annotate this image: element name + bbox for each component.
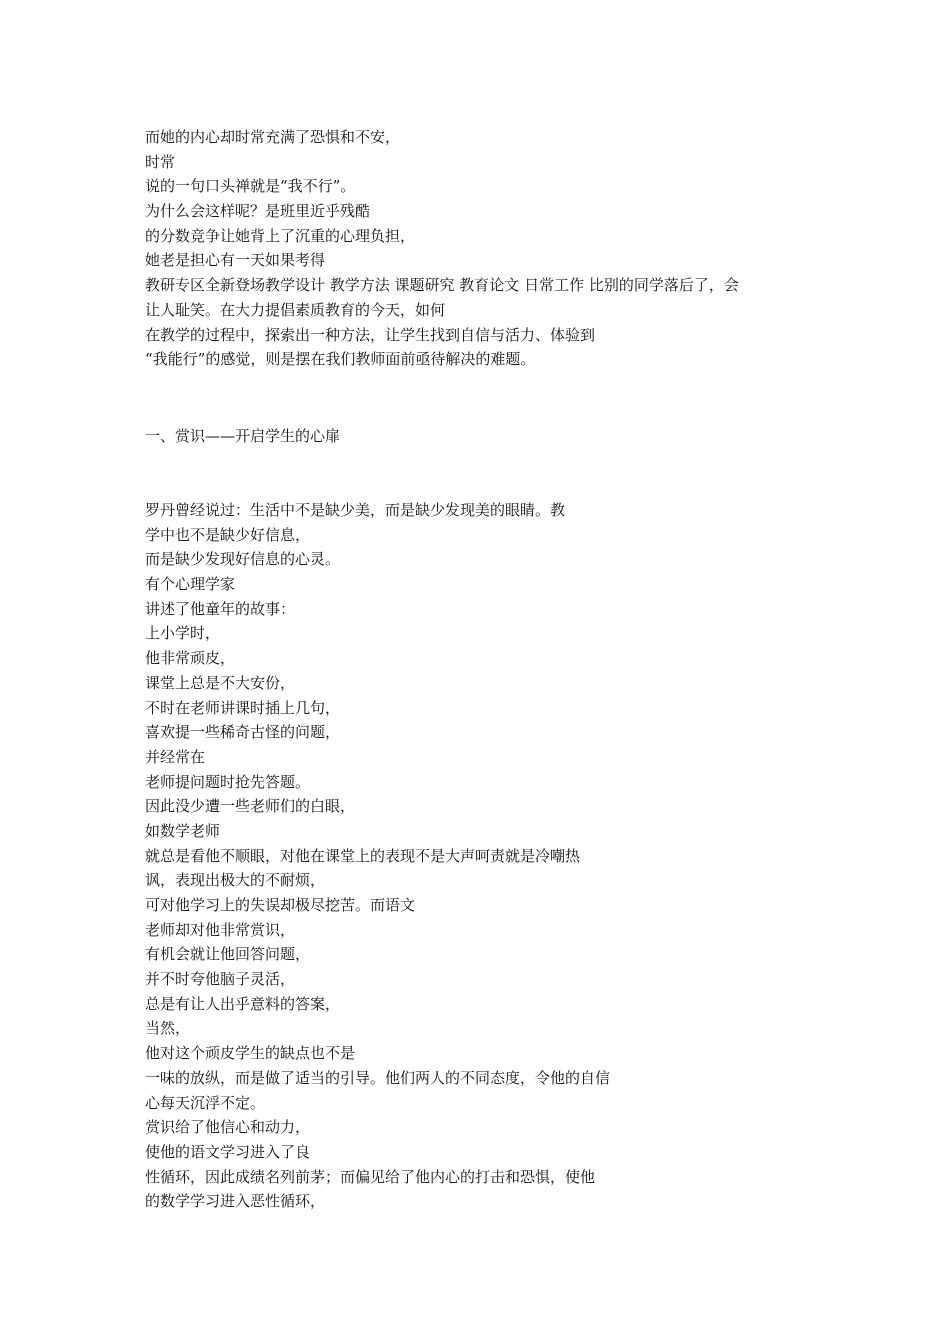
- text-line: 如数学老师: [145, 821, 221, 840]
- text-line: 的数学学习进入恶性循环，: [145, 1192, 326, 1211]
- text-line: 为什么会这样呢？是班里近乎残酷: [145, 202, 371, 221]
- text-line: 并经常在: [145, 747, 206, 766]
- intro-paragraph: [145, 125, 815, 372]
- text-line: 在教学的过程中，探索出一种方法，让学生找到自信与活力、体验到: [145, 325, 596, 344]
- text-line: 并不时夸他脑子灵活，: [145, 970, 296, 989]
- text-line: 一味的放纵，而是做了适当的引导。他们两人的不同态度，令他的自信: [145, 1068, 611, 1087]
- text-line: 有个心理学家: [145, 575, 236, 594]
- text-line: 讽，表现出极大的不耐烦，: [145, 871, 326, 890]
- text-line: 罗丹曾经说过：生活中不是缺少美，而是缺少发现美的眼睛。教: [145, 501, 566, 519]
- text-line: 他非常顽皮，: [145, 649, 236, 668]
- text-line: 心每天沉浮不定。: [145, 1093, 266, 1112]
- text-line: 而是缺少发现好信息的心灵。: [145, 550, 341, 569]
- text-line: 学中也不是缺少好信息，: [145, 525, 311, 544]
- text-line: 老师却对他非常赏识，: [145, 920, 296, 939]
- text-line: 她老是担心有一天如果考得: [145, 251, 326, 270]
- text-line: 时常: [145, 152, 176, 171]
- text-line: 教研专区全新登场教学设计 教学方法 课题研究 教育论文 日常工作 比别的同学落后了，会: [145, 276, 739, 295]
- text-line: 的分数竞争让她背上了沉重的心理负担，: [145, 226, 416, 245]
- text-line: 性循环，因此成绩名列前茅；而偏见给了他内心的打击和恐惧，使他: [145, 1167, 596, 1186]
- text-line: 说的一句口头禅就是“我不行”。: [145, 177, 356, 196]
- text-line: 使他的语文学习进入了良: [145, 1142, 311, 1161]
- text-line: 可对他学习上的失误却极尽挖苦。而语文: [145, 896, 416, 914]
- text-line: 当然，: [145, 1019, 191, 1038]
- text-line: 而她的内心却时常充满了恐惧和不安，: [145, 128, 401, 146]
- body-paragraph: [145, 498, 815, 1214]
- text-line: 讲述了他童年的故事：: [145, 599, 296, 618]
- text-line: 他对这个顽皮学生的缺点也不是: [145, 1044, 356, 1063]
- text-line: “我能行”的感觉，则是摆在我们教师面前亟待解决的难题。: [145, 350, 536, 369]
- text-line: 总是有让人出乎意料的答案，: [145, 994, 341, 1013]
- text-line: 让人耻笑。在大力提倡素质教育的今天，如何: [145, 300, 446, 319]
- text-line: 不时在老师讲课时插上几句，: [145, 698, 341, 717]
- text-line: 就总是看他不顺眼，对他在课堂上的表现不是大声呵责就是冷嘲热: [145, 846, 581, 865]
- text-line: 赏识给了他信心和动力，: [145, 1118, 311, 1137]
- text-line: 因此没少遭一些老师们的白眼，: [145, 797, 356, 816]
- text-line: 课堂上总是不大安份，: [145, 673, 296, 692]
- text-line: 喜欢提一些稀奇古怪的问题，: [145, 723, 341, 742]
- section-heading: 一、赏识——开启学生的心扉: [145, 427, 341, 445]
- text-line: 有机会就让他回答问题，: [145, 945, 311, 964]
- section-heading-block: [145, 424, 815, 449]
- text-line: 上小学时，: [145, 624, 221, 643]
- text-line: 老师提问题时抢先答题。: [145, 772, 311, 791]
